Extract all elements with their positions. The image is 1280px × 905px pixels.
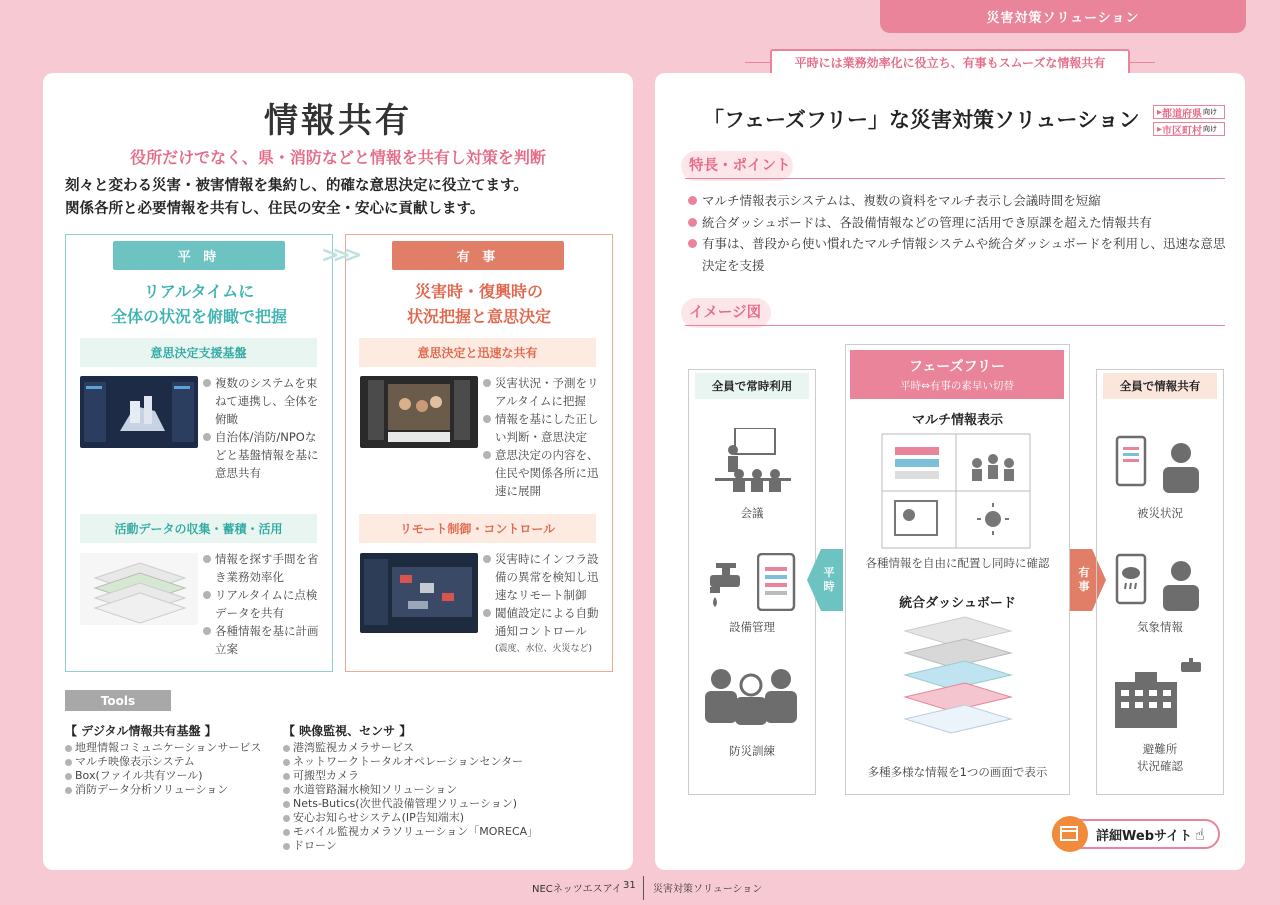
solution-title: 「フェーズフリー」な災害対策ソリューション	[703, 108, 1140, 132]
heading-line: 全体の状況を俯瞰で把握	[110, 307, 287, 326]
equipment-label: 設備管理	[729, 620, 775, 634]
decision-support-bar: 意思決定支援基盤	[80, 338, 317, 367]
control-screen-image	[360, 553, 478, 633]
arrow-label: 有	[1078, 566, 1090, 579]
tag-label: 市区町村	[1162, 125, 1203, 137]
tool-item: モバイル監視カメラソリューション「MORECA」	[283, 825, 583, 839]
damage-label: 被災状況	[1137, 506, 1183, 520]
tool-item: ネットワークトータルオペレーションセンター	[283, 755, 583, 769]
shelter-line: 避難所	[1142, 742, 1178, 756]
bullet-item: 閾値設定による自動通知コントロール	[483, 604, 608, 640]
bullet-item: 情報を探す手間を省き業務効率化	[203, 550, 323, 586]
bullet-item: 複数のシステムを束ねて連携し、全体を俯瞰	[203, 374, 323, 428]
dashboard-layers-image	[895, 613, 1019, 757]
shelter-building-icon	[1115, 658, 1205, 734]
multi-display-title: マルチ情報表示	[911, 413, 1003, 428]
phone-worker-icon	[1115, 435, 1205, 499]
dashboard-title: 統合ダッシュボード	[899, 596, 1016, 611]
water-tap-icon	[710, 563, 752, 617]
tool-item: 安心お知らせシステム(IP告知端末)	[283, 811, 583, 825]
feature-item: 統合ダッシュボードは、各設備情報などの管理に活用でき原課を超えた情報共有	[688, 212, 1228, 234]
municipality-tag: ▸ 市区町村 向け	[1153, 122, 1225, 136]
bullet-item: 意思決定の内容を、住民や関係各所に迅速に展開	[483, 446, 603, 500]
remote-control-bar: リモート制御・コントロール	[359, 514, 596, 543]
tool-item: 可搬型カメラ	[283, 769, 583, 783]
drill-people-icon	[703, 665, 801, 729]
weather-label: 気象情報	[1137, 620, 1183, 634]
lead-line: 関係各所と必要情報を共有し、住民の安全・安心に貢献します。	[65, 201, 485, 217]
footer-company: NECネッツエスアイ	[532, 884, 622, 895]
browser-icon[interactable]	[1052, 816, 1088, 852]
dashboard-caption: 多種多様な情報を1つの画面で表示	[867, 765, 1048, 779]
features-list	[688, 190, 1228, 276]
page-title: 情報共有	[264, 101, 412, 141]
dashboard-image	[80, 376, 198, 448]
tools-group-2-title: 【 映像監視、センサ 】	[283, 724, 412, 738]
footer-section: 災害対策ソリューション	[653, 884, 763, 895]
bullet-item: 各種情報を基に計画立案	[203, 622, 323, 658]
emergency-bullets-2	[483, 550, 608, 658]
normal-bullets-1	[203, 374, 323, 482]
tool-item: 地理情報コミュニケーションサービス	[65, 741, 290, 755]
page-number: 31	[623, 880, 636, 891]
phase-free-title: フェーズフリー	[908, 359, 1006, 375]
tool-item: 港湾監視カメラサービス	[283, 741, 583, 755]
shelter-label	[1096, 741, 1224, 775]
lead-line: 刻々と変わる災害・被害情報を集約し、的確な意思決定に役立てます。	[65, 178, 528, 194]
bullet-item: 情報を基にした正しい判断・意思決定	[483, 410, 603, 446]
arrow-left-icon	[807, 549, 843, 611]
emergency-label: 有 事	[392, 241, 564, 270]
feature-item: 有事は、普段から使い慣れたマルチ情報システムや統合ダッシュボードを利用し、迅速な意思決定を支援	[688, 233, 1228, 276]
section-tab: 災害対策ソリューション	[880, 0, 1246, 33]
normal-label: 平 時	[113, 241, 285, 270]
phase-free-panel	[655, 73, 1245, 870]
tag-suffix: 向け	[1203, 125, 1218, 133]
heading-line: リアルタイムに	[143, 282, 255, 301]
bullet-item: 自治体/消防/NPOなどと基盤情報を基に意思共有	[203, 428, 323, 482]
tool-item: Nets-Butics(次世代設備管理ソリューション)	[283, 797, 583, 811]
data-collection-bar: 活動データの収集・蓄積・活用	[80, 514, 317, 543]
bullet-item: リアルタイムに点検データを共有	[203, 586, 323, 622]
tool-item: 水道管路漏水検知ソリューション	[283, 783, 583, 797]
tag-suffix: 向け	[1203, 108, 1218, 116]
tool-item: Box(ファイル共有ツール)	[65, 769, 290, 783]
share-info-head: 全員で情報共有	[1103, 373, 1217, 399]
arrow-label: 事	[1078, 580, 1090, 593]
heading-line: 状況把握と意思決定	[406, 307, 551, 326]
tablet-icon	[757, 553, 797, 615]
tools-group-1	[65, 741, 290, 797]
bullet-item: 災害状況・予測をリアルタイムに把握	[483, 374, 603, 410]
ribbon-line-right	[1130, 62, 1155, 63]
meeting-label: 会議	[740, 506, 764, 520]
tools-label: Tools	[65, 690, 171, 711]
weather-worker-icon	[1115, 553, 1205, 617]
phase-free-subtitle: 平時⇔有事の素早い切替	[900, 380, 1014, 392]
footer-divider	[643, 876, 644, 900]
bullet-note: (震度、水位、火災など)	[495, 644, 593, 654]
video-wall-image	[360, 376, 478, 448]
tool-item: ドローン	[283, 839, 583, 853]
emergency-heading	[345, 279, 613, 329]
feature-item: マルチ情報表示システムは、複数の資料をマルチ表示し会議時間を短縮	[688, 190, 1228, 212]
arrow-label: 平	[823, 566, 835, 579]
multi-display-grid	[881, 433, 1031, 553]
arrow-label: 時	[823, 580, 835, 593]
chevron-right-icon: >>>	[321, 243, 356, 268]
tag-label: 都道府県	[1162, 108, 1203, 120]
map-layers-image	[80, 553, 198, 625]
shelter-line: 状況確認	[1137, 759, 1183, 773]
bullet-item: 災害時にインフラ設備の異常を検知し迅速なリモート制御	[483, 550, 608, 604]
tools-group-1-title: 【 デジタル情報共有基盤 】	[65, 724, 217, 738]
normal-heading	[65, 279, 333, 329]
always-use-head: 全員で常時利用	[695, 373, 809, 399]
rapid-sharing-bar: 意思決定と迅速な共有	[359, 338, 596, 367]
heading-line: 災害時・復興時の	[414, 282, 543, 301]
web-site-button[interactable]: 詳細Webサイト	[1052, 819, 1220, 849]
tool-item: マルチ映像表示システム	[65, 755, 290, 769]
header-ribbon: 平時には業務効率化に役立ち、有事もスムーズな情報共有	[770, 49, 1130, 76]
multi-display-caption: 各種情報を自由に配置し同時に確認	[865, 556, 1050, 570]
meeting-icon	[715, 428, 791, 502]
lead-text	[65, 175, 615, 221]
features-heading: 特長・ポイント	[685, 151, 1225, 179]
phase-free-head	[850, 350, 1064, 399]
tool-item: 消防データ分析ソリューション	[65, 783, 290, 797]
emergency-bullets-1	[483, 374, 603, 500]
drill-label: 防災訓練	[729, 744, 775, 758]
normal-bullets-2	[203, 550, 323, 658]
tools-group-2	[283, 741, 583, 853]
ribbon-line-left	[745, 62, 770, 63]
page-subtitle: 役所だけでなく、県・消防などと情報を共有し対策を判断	[130, 148, 546, 167]
info-sharing-panel	[43, 73, 633, 870]
image-diagram-heading: イメージ図	[685, 298, 1225, 326]
prefecture-tag: ▸ 都道府県 向け	[1153, 105, 1225, 119]
cursor-hand-icon: ☝	[1195, 825, 1205, 844]
